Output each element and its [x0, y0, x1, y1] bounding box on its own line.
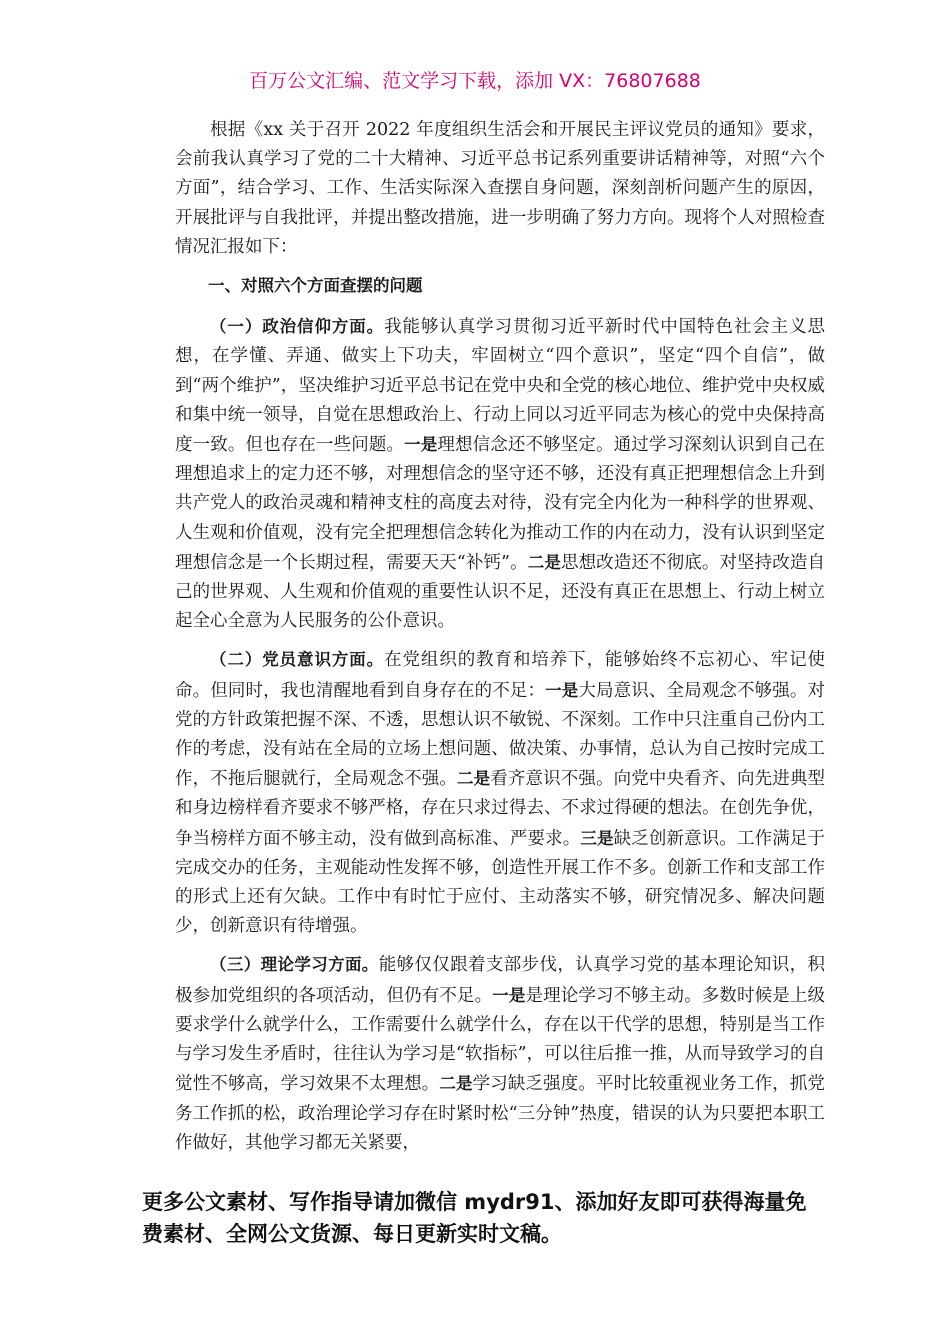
section-party-awareness [175, 645, 825, 941]
paragraph-text: 大局意识、全局观念不够强。对党的方针政策把握不深、不透，思想认识不敏锐、不深刻。工作中只注重自己份内工作的考虑，没有站在全局的立场上想问题、做决策、办事情，总认为自己按时完成工作，不拖后腿就行，全局观念不强。 [175, 680, 825, 790]
section-title: （三）理论学习方面。 [210, 955, 379, 975]
paragraph-text: 理想信念还不够坚定。通过学习深刻认识到自己在理想追求上的定力还不够，对理想信念的坚守还不够，还没有真正把理想信念上升到共产党人的政治灵魂和精神支柱的高度去对待，没有完全内化为一种科学的世界观、人生观和价值观，没有完全把理想信念转化为推动工作的内在动力，没有认识到坚定理想信念是一个长期过程，需要天天“补钙”。 [175, 435, 825, 573]
document-body [175, 116, 825, 1167]
keyword: 三是 [580, 828, 614, 848]
keyword: 一是 [404, 435, 438, 455]
header-banner: 百万公文汇编、范文学习下载，添加 VX：76807688 [249, 70, 701, 92]
intro-paragraph: 根据《xx 关于召开 2022 年度组织生活会和开展民主评议党员的通知》要求，会前我认真学习了党的二十大精神、习近平总书记系列重要讲话精神等，对照“六个方面”，结合学习、工作、生活实际深入查摆自身问题，深刻剖析问题产生的原因，开展批评与自我批评，并提出整改措施，进一步明确了努力方向。现将个人对照检查情况汇报如下： [175, 120, 825, 257]
section-theory-study [175, 950, 825, 1157]
footer-promo: 更多公文素材、写作指导请加微信 mydr91、添加好友即可获得海量免费素材、全网公文货源、每日更新实时文稿。 [142, 1190, 807, 1246]
paragraph-text: 学习缺乏强度。平时比较重视业务工作，抓党务工作抓的松，政治理论学习存在时紧时松“三分钟”热度，错误的认为只要把本职工作做好，其他学习都无关紧要， [175, 1074, 825, 1153]
paragraph-text: 缺乏创新意识。工作满足于完成交办的任务，主观能动性发挥不够，创造性开展工作不多。创新工作和支部工作的形式上还有欠缺。工作中有时忙于应付、主动落实不够，研究情况多、解决问题少，创新意识有待增强。 [175, 828, 825, 937]
paragraph-text: 我能够认真学习贯彻习近平新时代中国特色社会主义思想，在学懂、弄通、做实上下功夫，牢固树立“四个意识”，坚定“四个自信”，做到“两个维护”，坚决维护习近平总书记在党中央和全党的核心地位、维护党中央权威和集中统一领导，自觉在思想政治上、行动上同以习近平同志为核心的党中央保持高度一致。但也存在一些问题。 [175, 317, 826, 456]
section-political-belief [175, 312, 825, 636]
keyword: 一是 [545, 680, 579, 700]
keyword: 二是 [457, 769, 491, 789]
keyword: 一是 [492, 985, 526, 1005]
paragraph-text: 思想改造还不彻底。对坚持改造自己的世界观、人生观和价值观的重要性认识不足，还没有真正在思想上、行动上树立起全心全意为人民服务的公仆意识。 [175, 552, 826, 632]
paragraph-text: 是理论学习不够主动。多数时候是上级要求学什么就学什么，工作需要什么就学什么，存在以干代学的思想，特别是当工作与学习发生矛盾时，往往认为学习是“软指标”，可以往后推一推，从而导致学习的自觉性不够高，学习效果不太理想。 [175, 985, 825, 1095]
keyword: 二是 [527, 552, 561, 572]
keyword: 二是 [439, 1074, 473, 1094]
paragraph-text: 看齐意识不强。向党中央看齐、向先进典型和身边榜样看齐要求不够严格，存在只求过得去、不求过得硬的想法。在创先争优，争当榜样方面不够主动，没有做到高标准、严要求。 [175, 769, 825, 849]
section-title: （二）党员意识方面。 [210, 650, 385, 670]
paragraph-text: 能够仅仅跟着支部步伐，认真学习党的基本理论知识，积极参加党组织的各项活动，但仍有不足。 [175, 955, 826, 1006]
section-heading: 一、对照六个方面查摆的问题 [208, 276, 423, 296]
paragraph-text: 在党组织的教育和培养下，能够始终不忘初心、牢记使命。但同时，我也清醒地看到自身存在的不足： [175, 650, 826, 701]
section-title: （一）政治信仰方面。 [210, 317, 385, 337]
